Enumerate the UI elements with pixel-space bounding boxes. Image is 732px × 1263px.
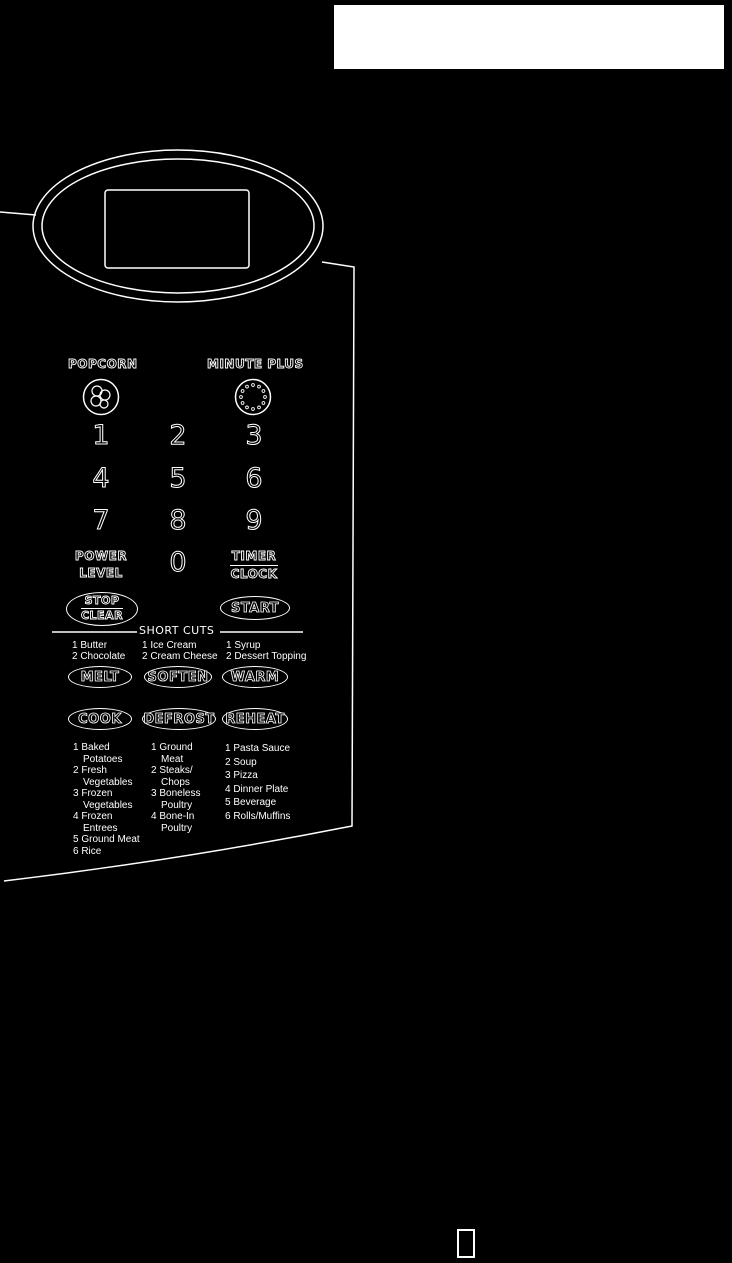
melt-option-2: 2 Chocolate [72,651,126,662]
warm-options [226,640,306,662]
defrost-option: 2 Steaks/ [151,765,193,776]
power-level-button[interactable] [68,548,134,582]
soften-options [142,640,218,662]
cook-option: Entrees [83,822,118,834]
timer-clock-button[interactable] [224,548,284,583]
digit-5-button[interactable]: 5 [169,463,187,494]
start-button[interactable] [220,596,290,620]
digit-4-button[interactable]: 4 [92,463,110,494]
level-label: LEVEL [79,566,123,580]
minute-plus-label: MINUTE PLUS [207,357,304,371]
reheat-option: 3 Pizza [225,770,258,781]
melt-options [72,640,125,662]
popcorn-icon [82,378,120,416]
display-oval-inner [42,159,314,293]
defrost-options [151,742,200,834]
defrost-option: 4 Bone-In [151,811,195,822]
header-blank-box [331,2,727,72]
reheat-button[interactable] [222,708,288,730]
minute-plus-button[interactable] [234,378,272,416]
display-oval-outer [33,150,323,302]
start-label: START [230,600,280,616]
cook-label: COOK [78,711,122,727]
defrost-option: Meat [161,753,184,765]
warm-option-2: 2 Dessert Topping [226,651,307,662]
cook-option: 1 Baked [73,742,110,753]
popcorn-label: POPCORN [68,357,138,371]
cook-options [73,742,140,857]
cook-button[interactable] [68,708,132,730]
soften-button[interactable] [144,666,212,688]
defrost-button[interactable] [142,708,216,730]
clear-label: CLEAR [80,609,124,622]
digit-7-button[interactable]: 7 [92,505,110,536]
melt-button[interactable] [68,666,132,688]
reheat-option: 4 Dinner Plate [225,783,289,795]
cook-option: Potatoes [83,753,123,765]
defrost-option: Poultry [161,799,193,811]
defrost-option: 1 Ground [151,742,193,753]
cook-option: 2 Fresh [73,765,107,776]
reheat-option: 1 Pasta Sauce [225,743,291,754]
cook-option: 3 Frozen [73,788,113,799]
defrost-option: Poultry [161,822,193,834]
page-marker-box [457,1229,475,1258]
power-label: POWER [74,549,128,563]
cook-option: Vegetables [83,799,133,811]
digit-2-button[interactable]: 2 [169,420,187,451]
warm-label: WARM [230,669,280,685]
warm-option-1: 1 Syrup [226,640,261,651]
soften-option-2: 2 Cream Cheese [142,651,218,662]
reheat-label: REHEAT [225,711,285,727]
stop-label: STOP [84,594,120,607]
popcorn-button[interactable] [82,378,120,416]
defrost-option: Chops [161,776,190,788]
defrost-option: 3 Boneless [151,788,201,799]
digit-9-button[interactable]: 9 [245,505,263,536]
timer-label: TIMER [231,549,277,563]
melt-option-1: 1 Butter [72,640,108,651]
digit-3-button[interactable]: 3 [245,420,263,451]
melt-label: MELT [80,669,120,685]
digit-1-button[interactable]: 1 [92,420,110,451]
cook-option: Vegetables [83,776,133,788]
soften-option-1: 1 Ice Cream [142,640,197,651]
reheat-options [225,742,290,823]
defrost-label: DEFROST [143,711,215,727]
digit-6-button[interactable]: 6 [245,463,263,494]
digit-0-button[interactable]: 0 [169,547,187,578]
clock-label: CLOCK [230,567,278,581]
digit-8-button[interactable]: 8 [169,505,187,536]
reheat-option: 5 Beverage [225,797,277,808]
cook-option: 5 Ground Meat [73,834,140,845]
warm-button[interactable] [222,666,288,688]
clock-dial-icon [234,378,272,416]
lcd-window [105,190,249,268]
cook-option: 6 Rice [73,845,102,857]
soften-label: SOFTEN [147,669,209,685]
cook-option: 4 Frozen [73,811,113,822]
short-cuts-title: SHORT CUTS [139,624,215,637]
reheat-option: 6 Rolls/Muffins [225,810,291,822]
stop-clear-button[interactable] [66,592,138,626]
reheat-option: 2 Soup [225,756,257,768]
